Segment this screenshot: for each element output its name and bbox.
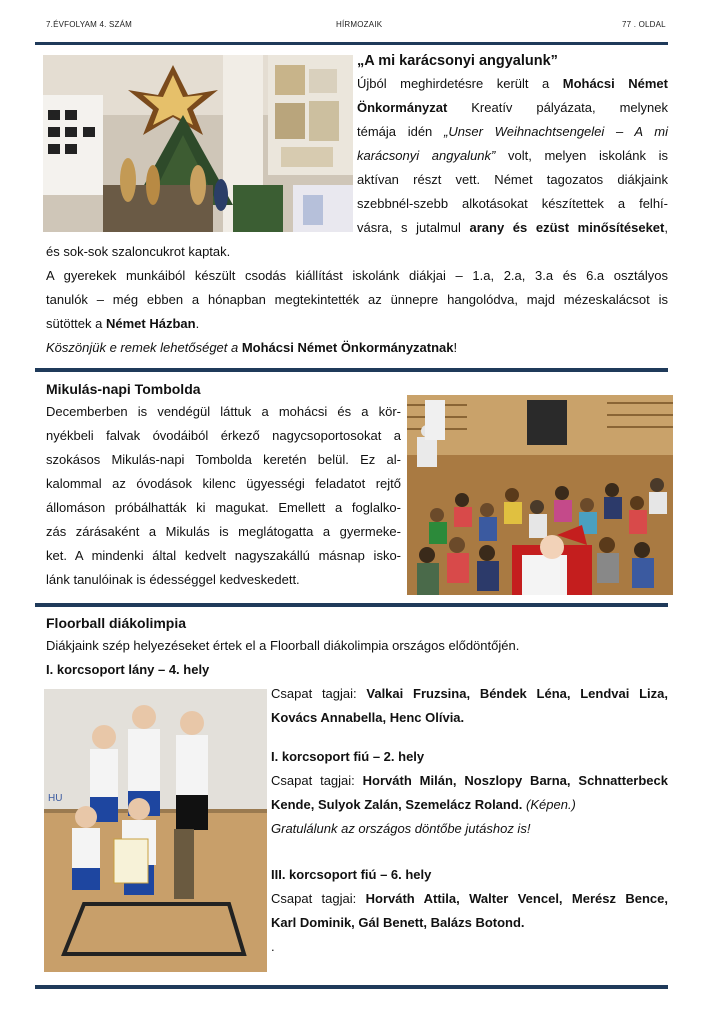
group2-congrats: Gratulálunk az országos döntőbe jutáshoz is!	[271, 821, 531, 836]
section2-line: kalommal az óvodások kilenc ügyességi feladatot rejtő	[46, 476, 401, 491]
section2-line: szokásos Mikulás-napi Tombolda keretén belül. Ez al-	[46, 452, 401, 467]
section1-line: Önkormányzat Kreatív pályázata, melynek	[357, 100, 668, 115]
section2-line: Decemberben is vendégül láttuk a mohácsi és a kör-	[46, 404, 401, 419]
section-divider	[35, 603, 668, 607]
section1-paragraph2-line: A gyerekek munkáiból készült csodás kiállítást iskolánk diákjai – 1.a, 2.a, 3.a és 6.a osztályos	[46, 268, 668, 283]
group3-team-line: Karl Dominik, Gál Benett, Balázs Botond.	[271, 915, 525, 930]
mikulas-gym-photo	[407, 395, 673, 595]
header-title: HÍRMOZAIK	[336, 20, 383, 29]
section1-line: Újból meghirdetésre került a Mohácsi Német	[357, 76, 668, 91]
group3-heading: III. korcsoport fiú – 6. hely	[271, 867, 432, 882]
trailing-dot: .	[271, 939, 275, 954]
section3-title: Floorball diákolimpia	[46, 615, 187, 631]
section2-line: nyékbeli falvak óvodáiból érkező nagycsoportosokat a	[46, 428, 401, 443]
section3-intro: Diákjaink szép helyezéseket értek el a Floorball diákolimpia országos elődöntőjén.	[46, 638, 520, 653]
header-page: 77 . OLDAL	[622, 20, 666, 29]
section1-line: és sok-sok szaloncukrot kaptak.	[46, 244, 231, 259]
section-divider	[35, 368, 668, 372]
section1-line: karácsonyi angyalunk” volt, melyen iskolánk is	[357, 148, 668, 163]
section2-title: Mikulás-napi Tombolda	[46, 381, 201, 397]
group2-heading: I. korcsoport fiú – 2. hely	[271, 749, 425, 764]
group1-team-line: Csapat tagjai: Valkai Fruzsina, Béndek Léna, Lendvai Liza,	[271, 686, 668, 701]
section1-line: vásra, s jutalmul arany és ezüst minősítéseket,	[357, 220, 668, 235]
section1-thanks: Köszönjük e remek lehetőséget a Mohácsi Német Önkormányzatnak!	[46, 340, 458, 355]
section2-line: lánk tanulóinak is édességgel kedveskedett.	[46, 572, 300, 587]
christmas-exhibit-photo	[43, 55, 353, 232]
section1-title: „A mi karácsonyi angyalunk”	[357, 53, 558, 69]
section1-line: témája idén „Unser Weihnachtsengelei – A mi	[357, 124, 669, 139]
group1-team-line: Kovács Annabella, Henc Olívia.	[271, 710, 465, 725]
floorball-banner-text: HU	[48, 793, 63, 804]
section1-line: szebbnél-szebb alkotásokat készítettek a felhí-	[357, 196, 668, 211]
section2-line: zás zárásaként a Mikulás is meglátogatta a gyermeke-	[46, 524, 401, 539]
floorball-team-photo	[44, 689, 267, 972]
group2-team-line: Csapat tagjai: Horváth Milán, Noszlopy Barna, Schnatterbeck	[271, 773, 668, 788]
section1-paragraph2-line: tanulók – még ebben a hónapban megtekintették az ünnepre hangolódva, majd mézeskalácsot is	[46, 292, 668, 307]
section2-line: ket. A mindenki által kedvelt nagyszakállú másnap isko-	[46, 548, 401, 563]
section1-line: aktívan részt vett. Német tagozatos diákjaink	[357, 172, 668, 187]
footer-rule	[35, 985, 668, 989]
header-rule	[35, 42, 668, 45]
group2-team-line: Kende, Sulyok Zalán, Szemelácz Roland. (Képen.)	[271, 797, 576, 812]
header-issue: 7.ÉVFOLYAM 4. SZÁM	[46, 20, 132, 29]
group1-heading: I. korcsoport lány – 4. hely	[46, 662, 210, 677]
group3-team-line: Csapat tagjai: Horváth Attila, Walter Vencel, Merész Bence,	[271, 891, 668, 906]
section2-line: állomáson próbálhatták ki magukat. Emellett a foglalko-	[46, 500, 401, 515]
section1-paragraph2-line: sütöttek a Német Házban.	[46, 316, 200, 331]
